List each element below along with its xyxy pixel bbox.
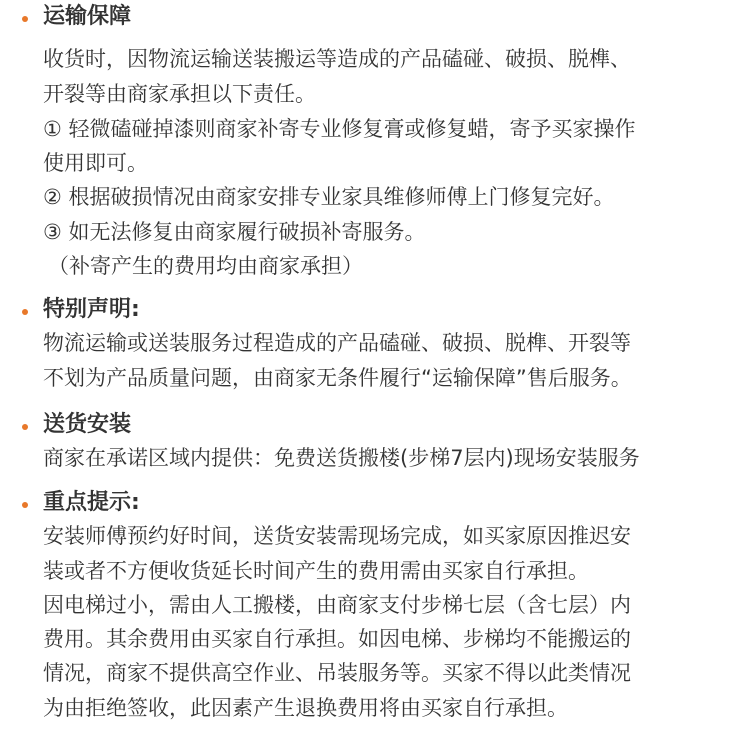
body-line: 使用即可。 [43,151,148,175]
section-heading: 重点提示: [43,490,140,515]
section-heading: 运输保障 [43,4,132,29]
body-line: 不划为产品质量问题，由商家无条件履行“运输保障”售后服务。 [43,366,632,390]
body-line: 开裂等由商家承担以下责任。 [43,82,316,106]
bullet-dot-icon [22,502,28,508]
body-line: 物流运输或送装服务过程造成的产品磕碰、破损、脱榫、开裂等 [43,331,631,355]
body-line: ① 轻微磕碰掉漆则商家补寄专业修复膏或修复蜡，寄予买家操作 [43,117,636,141]
body-line: ③ 如无法修复由商家履行破损补寄服务。 [43,220,426,244]
body-line: 情况，商家不提供高空作业、吊装服务等。买家不得以此类情况 [43,661,631,685]
body-line: 为由拒绝签收，此因素产生退换费用将由买家自行承担。 [43,696,568,720]
bullet-dot-icon [22,16,28,22]
body-line: 费用。其余费用由买家自行承担。如因电梯、步梯均不能搬运的 [43,627,631,651]
body-line: 安装师傅预约好时间，送货安装需现场完成，如买家原因推迟安 [43,524,631,548]
section-heading: 特别声明: [43,297,140,322]
body-line-note: （补寄产生的费用均由商家承担） [48,254,363,278]
bullet-dot-icon [22,424,28,430]
body-line: 商家在承诺区域内提供：免费送货搬楼(步梯7层内)现场安装服务 [43,446,640,470]
body-line: ② 根据破损情况由商家安排专业家具维修师傅上门修复完好。 [43,185,615,209]
bullet-dot-icon [22,309,28,315]
body-line: 装或者不方便收货延长时间产生的费用需由买家自行承担。 [43,559,589,583]
body-line: 因电梯过小，需由人工搬楼，由商家支付步梯七层（含七层）内 [43,593,631,617]
body-line: 收货时，因物流运输送装搬运等造成的产品磕碰、破损、脱榫、 [43,47,631,71]
section-heading: 送货安装 [43,412,132,437]
